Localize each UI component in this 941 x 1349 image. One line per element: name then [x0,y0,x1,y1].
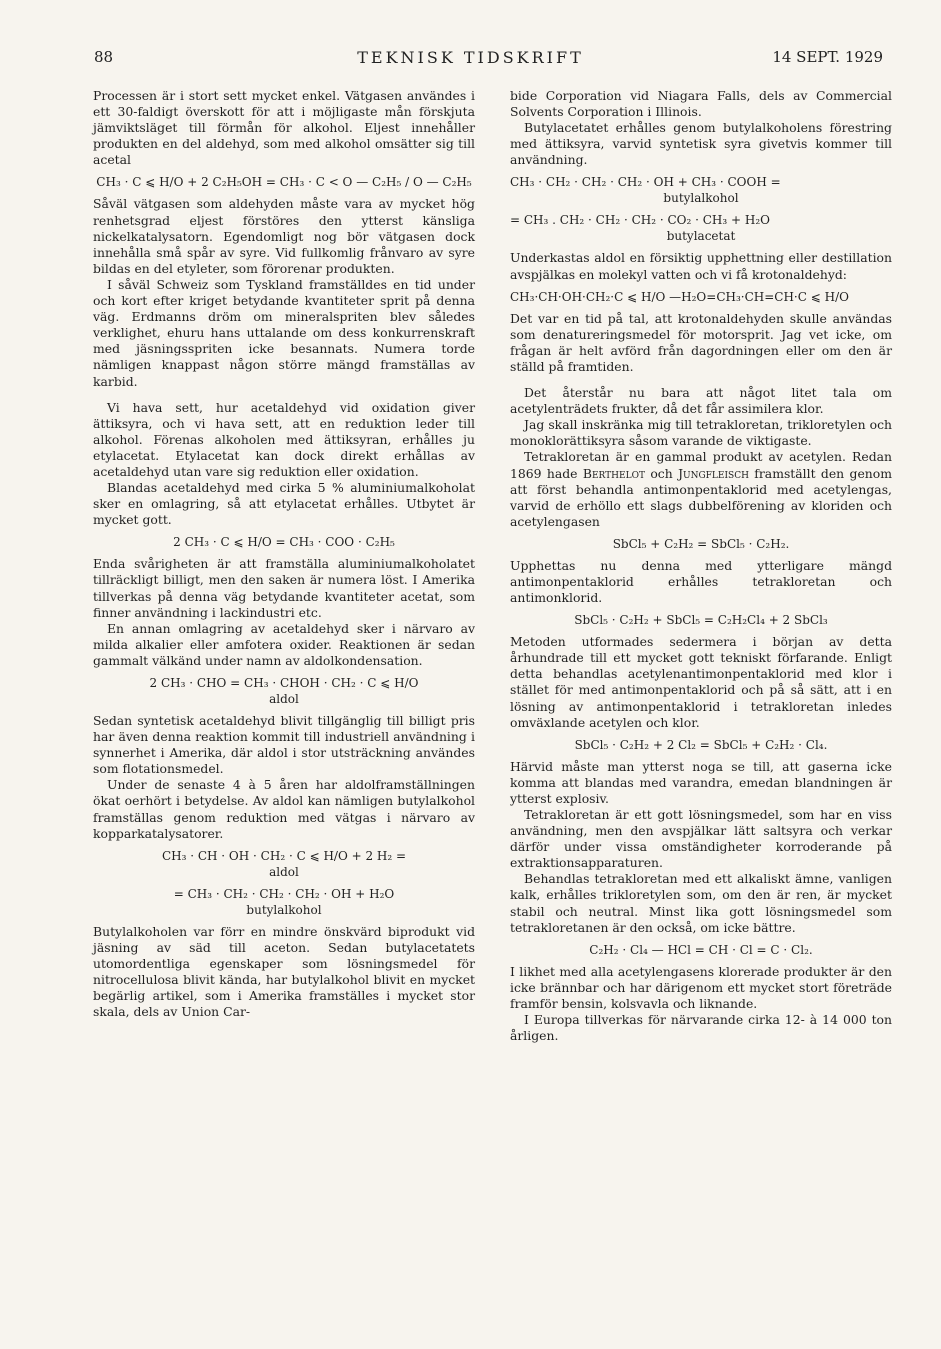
formula-dubbelforening: SbCl₅ + C₂H₂ = SbCl₅ · C₂H₂. [612,536,790,551]
formula-label: aldol [269,864,299,879]
formula-aldol: 2 CH₃ · CHO = CH₃ · CHOH · CH₂ · C ⩽ H/O [149,676,419,690]
formula-butylalkohol: = CH₃ · CH₂ · CH₂ · CH₂ · OH + H₂O [173,886,395,901]
paragraph: Metoden utformades sedermera i början av detta århundrade till ett mycket gott tekniskt förfarande. Enligt detta behandlas acetylenantimonpentaklorid med klor i stället för med antimonpentaklorid och på så sätt, att i en lösning av antimonpentaklorid i tetrakloretan inledes omväxlande acetylen och klor. [510,634,892,730]
paragraph: Processen är i stort sett mycket enkel. Vätgasen användes i ett 30-faldigt överskott för att i möjligaste mån förskjuta jämviktsläget till förmån för alkohol. Eljest innehåller produkten en del aldehyd, som med alkohol omsätter sig till acetal [93,88,475,168]
paragraph: Det var en tid på tal, att krotonaldehyden skulle användas som denatureringsmedel för motorsprit. Jag vet icke, om frågan är helt avförd från dagordningen eller om den är ställd på framtiden. [510,310,892,374]
paragraph: Under de senaste 4 à 5 åren har aldolframställningen ökat oerhört i betydelse. Av aldol kan nämligen butylalkohol framställas genom reduktion med vätgas i närvaro av kopparkatalysatorer. [93,777,475,841]
text-run: framställt den genom att först behandla antimonpentaklorid med acetylengas, varvid de erhöllo ett slags dubbelförening av kloriden och acetylengasen [510,465,892,529]
right-column [510,88,892,1044]
formula-ester: CH₃ · CH₂ · CH₂ · CH₂ · OH + CH₃ · COOH = [510,175,781,190]
paragraph: Underkastas aldol en försiktig upphettning eller destillation avspjälkas en molekyl vatten och vi få krotonaldehyd: [510,250,892,282]
text-run: Tetrakloretan är en gammal produkt av acetylen. Redan 1869 hade [510,449,892,481]
formula-trikloretylen: C₂H₂ · Cl₄ — HCl = CH · Cl = C · Cl₂. [589,942,813,957]
formula-label: butylalkohol [246,902,322,917]
left-column [93,88,475,1020]
issue-date: 14 SEPT. 1929 [772,48,883,66]
formula-label: aldol [269,692,299,706]
paragraph: I Europa tillverkas för närvarande cirka 12- à 14 000 ton årligen. [510,1012,892,1044]
paragraph: Upphettas nu denna med ytterligare mängd antimonpentaklorid erhålles tetrakloretan och antimonklorid. [510,557,892,606]
paragraph: Vi hava sett, hur acetaldehyd vid oxidation giver ättiksyra, och vi hava sett, att en reduktion leder till alkohol. Förenas alkoholen med ättiksyran, erhålles ju etylacetat. Etylacetat kan dock direkt erhållas av acetaldehyd utan vare sig reduktion eller oxidation. [93,399,475,479]
paragraph: Blandas acetaldehyd med cirka 5 % aluminiumalkoholat sker en omlagring, så att etylacetat erhålles. Utbytet är mycket gott. [93,480,475,528]
paragraph: Enda svårigheten är att framställa aluminiumalkoholatet tillräckligt billigt, men den saken är numera löst. I Amerika tillverkas på denna väg betydande kvantiteter acetat, som finner användning i lackindustri etc. [93,556,475,620]
formula-label: butylalkohol [663,191,739,206]
text-run: och [650,465,673,481]
formula-tetrakloretan: SbCl₅ · C₂H₂ + SbCl₅ = C₂H₂Cl₄ + 2 SbCl₃ [574,613,828,628]
paragraph: En annan omlagring av acetaldehyd sker i närvaro av milda alkalier eller amfotera oxider. Reaktionen är sedan gammalt välkänd under namn av aldolkondensation. [93,620,475,668]
formula-etylacetat: 2 CH₃ · C ⩽ H/O = CH₃ · COO · C₂H₅ [173,535,395,550]
paragraph: Tetrakloretan är ett gott lösningsmedel, som har en viss användning, men den avspjälkar lätt saltsyra och verkar därför under vissa omständigheter korroderande på extraktionsapparaturen. [510,807,892,871]
journal-title: TEKNISK TIDSKRIFT [357,48,584,67]
paragraph: I likhet med alla acetylengasens klorerade produkter är den icke brännbar och har därigenom ett mycket stort företräde framför bensin, kolsvavla och liknande. [510,963,892,1011]
formula-klorering: SbCl₅ · C₂H₂ + 2 Cl₂ = SbCl₅ + C₂H₂ · Cl₄. [574,737,828,752]
author-name: Berthelot [582,465,645,481]
paragraph: Jag skall inskränka mig till tetrakloretan, trikloretylen och monoklorättiksyra såsom varande de viktigaste. [510,417,892,449]
paragraph: Såväl vätgasen som aldehyden måste vara av mycket hög renhetsgrad eljest förstöres den ytterst känsliga nickelkatalysatorn. Egendomligt nog bör vätgasen dock innehålla små spår av syre. Vid fullkomlig frånvaro av syre bildas en del etyleter, som förorenar produkten. [93,196,475,276]
paragraph: bide Corporation vid Niagara Falls, dels av Commercial Solvents Corporation i Illinois. [510,88,892,120]
paragraph: Butylacetatet erhålles genom butylalkoholens förestring med ättiksyra, varvid syntetisk syra givetvis kommer till användning. [510,120,892,168]
author-name: Jungfleisch [678,465,749,481]
formula-krotonaldehyd: CH₃·CH·OH·CH₂·C ⩽ H/O —H₂O=CH₃·CH=CH·C ⩽ H/O [510,289,849,304]
paragraph: I såväl Schweiz som Tyskland framställdes en tid under och kort efter kriget betydande kvantiteter sprit på denna väg. Erdmanns dröm om mineralspriten blev således verklighet, ehuru hans uttalande om dess konkurrenskraft med jäsningsspriten icke besannats. Numera torde nämligen knappast någon större mängd framställas av karbid. [93,276,475,389]
paragraph [510,449,892,529]
paragraph: Det återstår nu bara att något litet tala om acetylenträdets frukter, då det får assimilera klor. [510,385,892,417]
paragraph: Butylalkoholen var förr en mindre önskvärd biprodukt vid jäsning av säd till aceton. Sedan butylacetatets utomordentliga egenskaper som lösningsmedel för nitrocellulosa blivit kända, har butylalkohol blivit en mycket begärlig artikel, som i Amerika framställes i mycket stor skala, dels av Union Car- [93,923,475,1020]
formula-reduction: CH₃ · CH · OH · CH₂ · C ⩽ H/O + 2 H₂ = [161,848,407,863]
formula-butylacetat: = CH₃ . CH₂ · CH₂ · CH₂ · CO₂ · CH₃ + H₂O [510,213,770,228]
page-number: 88 [94,48,114,66]
paragraph: Härvid måste man ytterst noga se till, att gaserna icke komma att blandas med varandra, emedan blandningen är ytterst explosiv. [510,758,892,806]
formula-label: butylacetat [666,229,736,244]
formula-acetal: CH₃ · C ⩽ H/O + 2 C₂H₅OH = CH₃ · C < O — C₂H₅ / O — C₂H₅ [96,175,472,190]
paragraph: Sedan syntetisk acetaldehyd blivit tillgänglig till billigt pris har även denna reaktion kommit till industriell användning i synnerhet i Amerika, där aldol i stor utsträckning användes som flotationsmedel. [93,713,475,777]
paragraph: Behandlas tetrakloretan med ett alkaliskt ämne, vanligen kalk, erhålles trikloretylen som, om den är ren, är mycket stabil och neutral. Minst lika gott lösningsmedel som tetrakloretanen är den också, om icke bättre. [510,871,892,935]
